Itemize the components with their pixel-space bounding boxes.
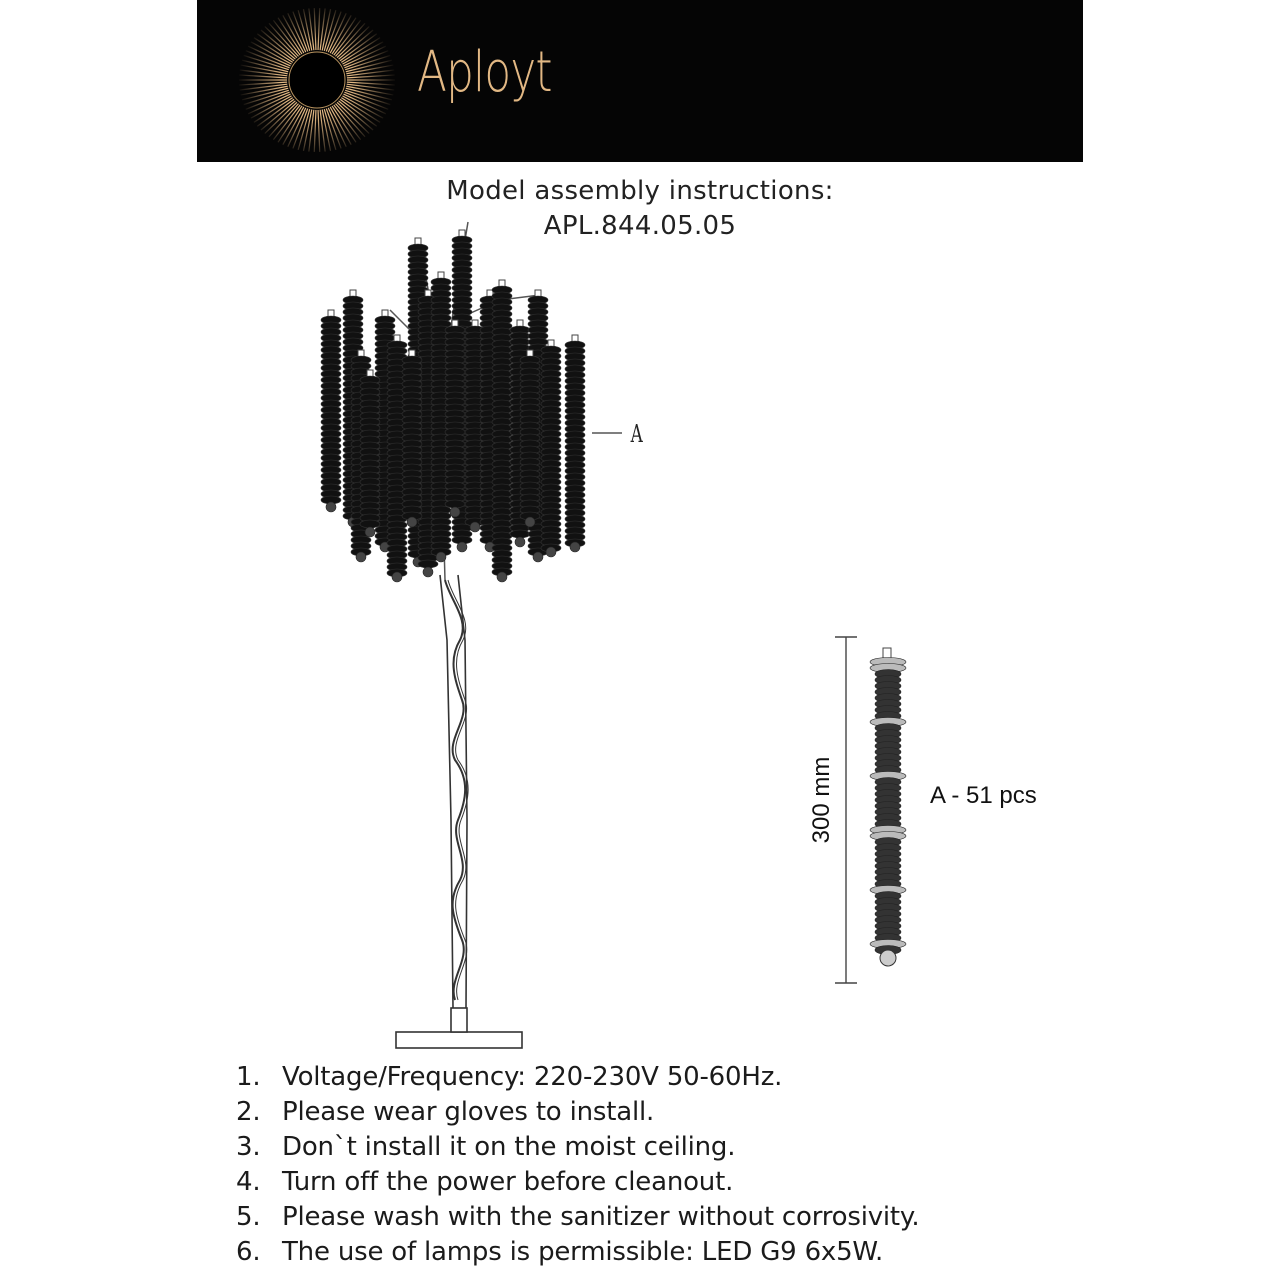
document-title: Model assembly instructions:: [446, 176, 834, 206]
crystal-strands: [321, 230, 585, 582]
instruction-item: 3. Don`t install it on the moist ceiling.: [236, 1132, 736, 1162]
instruction-item: 1. Voltage/Frequency: 220-230V 50-60Hz.: [236, 1062, 783, 1092]
instruction-item: 6. The use of lamps is permissible: LED G9 6x5W.: [236, 1237, 884, 1267]
instruction-list: [236, 1060, 919, 1270]
instruction-item: 2. Please wear gloves to install.: [236, 1097, 655, 1127]
lamp-base: [396, 575, 522, 1048]
crystal-strand-detail: [870, 648, 906, 966]
dimension-line: [835, 637, 857, 983]
instruction-item: 5. Please wash with the sanitizer without corrosivity.: [236, 1202, 920, 1232]
part-callout-a: A: [630, 420, 643, 448]
brand-logo-text: Aployt: [417, 40, 552, 105]
dimension-label: 300 mm: [808, 756, 835, 844]
part-quantity-label: A - 51 pcs: [930, 782, 1037, 809]
instruction-item: 4. Turn off the power before cleanout.: [236, 1167, 734, 1197]
model-number: APL.844.05.05: [543, 211, 737, 241]
